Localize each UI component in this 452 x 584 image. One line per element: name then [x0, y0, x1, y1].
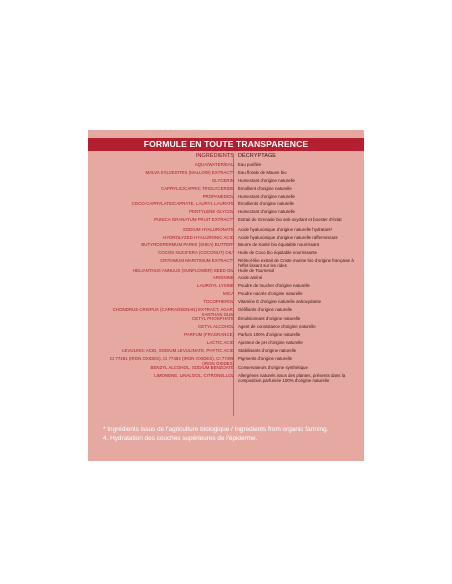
ingredient-description: Gélifiants d'origine naturelle	[238, 307, 293, 313]
table-row	[88, 268, 364, 276]
ingredient-description: Émollient d'origine naturelle	[238, 185, 292, 191]
footnotes	[103, 426, 358, 443]
ingredient-name: TOCOPHEROL	[203, 299, 234, 305]
table-row	[88, 227, 364, 235]
ingredient-description: Émollients d'origine naturelle	[238, 201, 294, 207]
ingredient-name: CAPRYLIC/CAPRIC TRIGLYCERIDE	[161, 185, 234, 191]
ingredient-name: BENZYL ALCOHOL, SODIUM BENZOATE	[150, 365, 234, 371]
table-row	[88, 283, 364, 291]
ingredient-description: Vitamine E d'origine naturelle antioxydante	[238, 299, 322, 305]
ingredient-description: Acide hyaluronique d'origine naturelle raffermissant	[238, 234, 338, 240]
ingredient-description: Agent de consistance d'origine naturelle	[238, 324, 316, 330]
ingredient-name: CI 77491 (IRON OXIDES), CI 77492 (IRON OXIDES), CI 77499 (IRON OXIDES)	[109, 355, 234, 366]
ingredient-name: CETYL PHOSPHATE	[192, 316, 234, 322]
ingredient-description: Eau purifiée	[238, 162, 262, 167]
ingredient-name: PARFUM (FRAGRANCE)	[184, 332, 234, 338]
table-row	[88, 348, 364, 356]
ingredient-description: Huile de Coco bio équitable nourrissante	[238, 250, 318, 256]
table-row	[88, 307, 364, 316]
ingredient-name: HYDROLYZED HYALURONIC ACID	[163, 234, 234, 240]
ingredient-name: PENTYLENE GLYCOL	[189, 209, 234, 215]
description-header: DÉCRYPTAGE	[238, 153, 277, 159]
ingredient-name: LEVULINIC ACID, SODIUM LEVULINATE, PHYTIC ACID	[122, 347, 234, 353]
table-row	[88, 356, 364, 365]
table-row	[88, 170, 364, 178]
ingredient-description: Émulsionnant d'origine naturelle	[238, 316, 301, 322]
ingredient-description: Humectant d'origine naturelle	[238, 209, 295, 215]
ingredient-name: MICA	[223, 291, 234, 297]
table-row	[88, 324, 364, 332]
ingredient-description: Poudre de toucher d'origine naturelle	[238, 283, 310, 289]
ingredient-name: ARGININE	[212, 275, 234, 281]
table-row	[88, 258, 364, 267]
ingredients-card	[88, 130, 364, 461]
ingredient-description: Pigments d'origine naturelle	[238, 355, 293, 361]
table-row	[88, 365, 364, 373]
ingredient-name: CETYL ALCOHOL	[198, 324, 234, 330]
ingredient-description: Conservateurs d'origine synthétique	[238, 365, 308, 371]
ingredient-name: GLYCERIN	[211, 177, 234, 183]
table-row	[88, 209, 364, 217]
table-row	[88, 340, 364, 348]
table-row	[88, 194, 364, 202]
table-row	[88, 332, 364, 340]
table-row	[88, 242, 364, 250]
table-row	[88, 178, 364, 186]
ingredient-name: CHONDRUS CRISPUS (CARRAGEENAN) EXTRACT, AGAR, XANTHAN GUM	[112, 307, 234, 318]
ingredient-name: LACTIC ACID	[206, 340, 234, 346]
ingredient-name: MALVA SYLVESTRIS (MALLOW) EXTRACT*	[145, 169, 234, 175]
ingredient-name: LAUROYL LYSINE	[197, 283, 234, 289]
ingredient-name: COCO-CAPRYLATE/CAPRATE, LAURYL LAURATE	[131, 201, 234, 207]
column-headers	[88, 153, 364, 162]
table-row	[88, 299, 364, 307]
table-row	[88, 217, 364, 226]
ingredient-name: PROPANEDIOL	[202, 193, 234, 199]
table-row	[88, 201, 364, 209]
footnote-organic: * Ingrédients issus de l'agriculture biologique / Ingredients from organic farming.	[103, 426, 329, 433]
table-row	[88, 162, 364, 170]
ingredient-description: Humectant d'origine naturelle	[238, 177, 295, 183]
table-row	[88, 235, 364, 243]
ingredient-name: AQUA/WATER/EAU	[194, 162, 234, 167]
table-row	[88, 186, 364, 194]
ingredient-description: Ajusteur de pH d'origine naturelle	[238, 340, 303, 346]
ingredients-header: INGRÉDIENTS	[195, 153, 234, 159]
ingredient-description: Rétinol-like extrait de Criste marine bio d'origine française à l'effet lissant sur les rides	[238, 258, 354, 269]
ingredient-description: Acide hyaluronique d'origine naturelle hydratant⁴	[238, 226, 333, 232]
ingredient-description: Acide aminé	[238, 275, 263, 281]
ingredient-description: Extrait de Grenade bio anti-oxydant et booster d'éclat	[238, 217, 342, 223]
ingredient-name: HELIANTHUS ANNUUS (SUNFLOWER) SEED OIL	[133, 267, 234, 273]
ingredient-name: LIMONENE, LINALOOL, CITRONELLOL	[154, 373, 234, 379]
ingredient-description: Poudre nacrée d'origine naturelle	[238, 291, 303, 297]
ingredient-description: Stabilisants d'origine naturelle	[238, 347, 297, 353]
ingredient-description: Beurre de Karité bio équitable nourrissant	[238, 242, 320, 248]
ingredient-name: PUNICA GRANATUM FRUIT EXTRACT*	[154, 217, 234, 223]
ingredient-description: Eau florale de Mauve bio	[238, 169, 287, 175]
table-row	[88, 291, 364, 299]
table-row	[88, 250, 364, 258]
ingredient-name: SODIUM HYALURONATE	[182, 226, 234, 232]
card-title: FORMULE EN TOUTE TRANSPARENCE	[88, 138, 364, 151]
table-row	[88, 373, 364, 382]
ingredient-description: Humectant d'origine naturelle	[238, 193, 295, 199]
ingredient-description: Allergènes naturels issus des plantes, présents dans la composition parfumée 100% d'origine naturelle	[238, 373, 346, 384]
ingredient-description: Huile de Tournesol	[238, 267, 275, 273]
footnote-hydration: 4. Hydratation des couches supérieures de l'épiderme.	[103, 434, 258, 442]
ingredient-list	[88, 162, 364, 383]
ingredient-name: BUTYROSPERMUM PARKII (SHEA) BUTTER*	[141, 242, 234, 248]
ingredient-name: CRITHMUM MARITIMUM EXTRACT*	[160, 258, 234, 264]
ingredient-name: COCOS NUCIFERA (COCONUT) OIL*	[158, 250, 234, 256]
table-row	[88, 316, 364, 324]
ingredient-description: Parfum 100% d'origine naturelle	[238, 332, 301, 338]
table-row	[88, 275, 364, 283]
